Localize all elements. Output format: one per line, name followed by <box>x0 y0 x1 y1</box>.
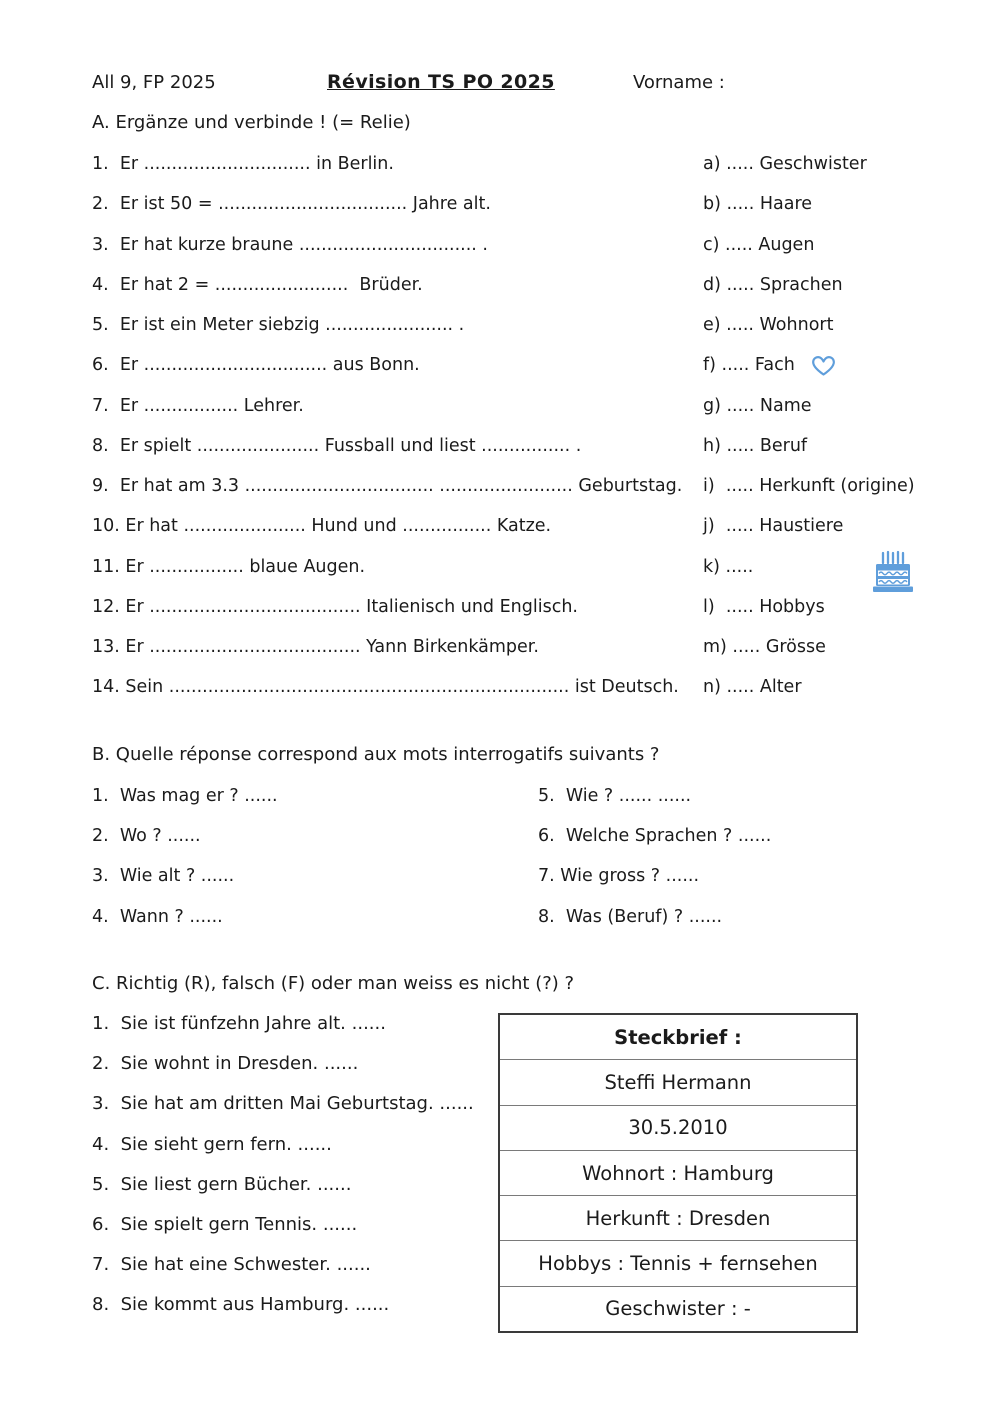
question-text: 5. Er ist ein Meter siebzig ....................... . <box>92 315 465 336</box>
course-label: All 9, FP 2025 <box>92 72 216 93</box>
answer-option: c) ..... Augen <box>703 234 815 255</box>
section-a-list <box>92 144 972 708</box>
section-a-title: A. Ergänze und verbinde ! (= Relie) <box>92 112 411 133</box>
question-text: 1. Er .............................. in Berlin. <box>92 154 394 174</box>
question-item: 3. Wie alt ? ...... <box>92 866 235 887</box>
question-text: 13. Er ...................................... Yann Birkenkämper. <box>92 637 539 658</box>
steckbrief-row-hobbys: Hobbys : Tennis + fernsehen <box>500 1240 856 1285</box>
exercise-row-6 <box>92 345 972 385</box>
steckbrief-row-birthdate: 30.5.2010 <box>500 1105 856 1150</box>
question-text: 12. Er ...................................... Italienisch und Englisch. <box>92 596 578 617</box>
exercise-row-8 <box>92 426 972 466</box>
steckbrief-row-herkunft: Herkunft : Dresden <box>500 1195 856 1240</box>
answer-option: k) ..... <box>703 556 754 577</box>
section-c-list <box>92 1004 474 1326</box>
steckbrief-table <box>498 1013 858 1333</box>
steckbrief-row-name: Steffi Hermann <box>500 1059 856 1104</box>
answer-option: j) ..... Haustiere <box>703 516 844 537</box>
exercise-row-1 <box>92 144 972 184</box>
answer-option: g) ..... Name <box>703 395 812 416</box>
exercise-row-14 <box>92 667 972 707</box>
question-text: 10. Er hat ...................... Hund und ................ Katze. <box>92 516 552 537</box>
question-item: 5. Wie ? ...... ...... <box>538 786 692 806</box>
exercise-row-4 <box>92 265 972 305</box>
exercise-row-9 <box>92 466 972 506</box>
section-b-title: B. Quelle réponse correspond aux mots interrogatifs suivants ? <box>92 744 660 765</box>
statement-item: 2. Sie wohnt in Dresden. ...... <box>92 1053 359 1075</box>
question-text: 14. Sein ........................................................................ ist Deutsch. <box>92 677 679 698</box>
exercise-row-3 <box>92 225 972 265</box>
question-item: 1. Was mag er ? ...... <box>92 786 278 806</box>
answer-option: e) ..... Wohnort <box>703 315 834 336</box>
answer-option: i) ..... Herkunft (origine) <box>703 476 915 497</box>
statement-item: 6. Sie spielt gern Tennis. ...... <box>92 1213 358 1235</box>
exercise-row-13 <box>92 627 972 667</box>
answer-option: h) ..... Beruf <box>703 435 808 456</box>
question-text: 9. Er hat am 3.3 .................................. ........................ Geburtstag. <box>92 476 683 497</box>
steckbrief-row-wohnort: Wohnort : Hamburg <box>500 1150 856 1195</box>
question-item: 6. Welche Sprachen ? ...... <box>538 826 772 847</box>
answer-option: f) ..... Fach <box>703 355 795 376</box>
section-b-right-column <box>538 776 771 937</box>
exercise-row-10 <box>92 506 972 546</box>
answer-option: d) ..... Sprachen <box>703 274 843 295</box>
answer-option: m) ..... Grösse <box>703 637 826 658</box>
heart-icon <box>810 353 837 378</box>
name-label: Vorname : <box>633 72 725 93</box>
question-text: 6. Er ................................. aus Bonn. <box>92 355 420 376</box>
exercise-row-12 <box>92 587 972 627</box>
question-text: 3. Er hat kurze braune ................................ . <box>92 234 488 255</box>
exercise-row-5 <box>92 305 972 345</box>
steckbrief-row-geschwister: Geschwister : - <box>500 1286 856 1331</box>
question-text: 11. Er ................. blaue Augen. <box>92 556 366 577</box>
question-item: 2. Wo ? ...... <box>92 826 201 847</box>
question-text: 8. Er spielt ...................... Fussball und liest ................ . <box>92 435 582 456</box>
statement-item: 1. Sie ist fünfzehn Jahre alt. ...... <box>92 1013 386 1034</box>
statement-item: 8. Sie kommt aus Hamburg. ...... <box>92 1294 390 1316</box>
question-item: 7. Wie gross ? ...... <box>538 866 700 887</box>
exercise-row-11 <box>92 547 972 587</box>
answer-option: a) ..... Geschwister <box>703 154 867 174</box>
statement-item: 3. Sie hat am dritten Mai Geburtstag. ...... <box>92 1093 474 1115</box>
question-item: 8. Was (Beruf) ? ...... <box>538 906 723 927</box>
answer-option: l) ..... Hobbys <box>703 596 825 617</box>
question-text: 4. Er hat 2 = ........................ Brüder. <box>92 274 423 295</box>
statement-item: 7. Sie hat eine Schwester. ...... <box>92 1254 371 1276</box>
statement-item: 5. Sie liest gern Bücher. ...... <box>92 1173 352 1195</box>
question-text: 7. Er ................. Lehrer. <box>92 395 304 416</box>
exercise-row-2 <box>92 184 972 224</box>
statement-item: 4. Sie sieht gern fern. ...... <box>92 1133 332 1155</box>
section-b-left-column <box>92 776 278 937</box>
answer-option: n) ..... Alter <box>703 677 802 698</box>
answer-option: b) ..... Haare <box>703 194 813 215</box>
page-title: Révision TS PO 2025 <box>327 71 555 93</box>
exercise-row-7 <box>92 386 972 426</box>
question-text: 2. Er ist 50 = .................................. Jahre alt. <box>92 194 491 215</box>
question-item: 4. Wann ? ...... <box>92 906 223 927</box>
section-c-title: C. Richtig (R), falsch (F) oder man weiss es nicht (?) ? <box>92 973 575 994</box>
steckbrief-header: Steckbrief : <box>614 1025 742 1049</box>
